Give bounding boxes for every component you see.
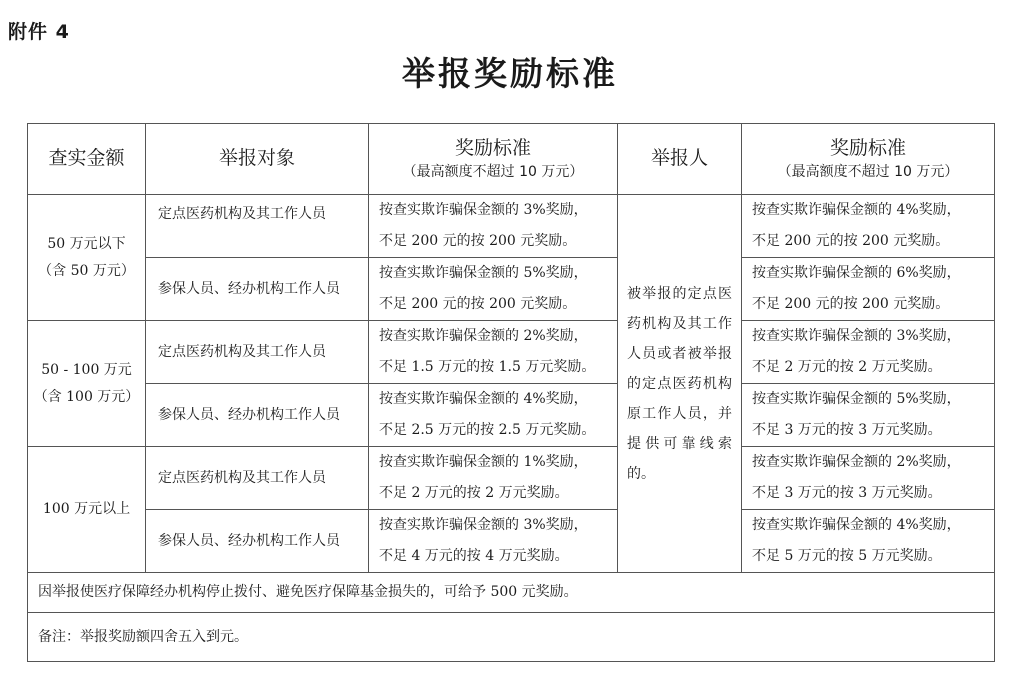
standard-cell: 按查实欺诈骗保金额的 5%奖励， 不足 200 元的按 200 元奖励。 bbox=[369, 258, 618, 321]
target-cell: 参保人员、经办机构工作人员 bbox=[146, 258, 369, 321]
target-cell: 定点医药机构及其工作人员 bbox=[146, 321, 369, 384]
amount-cell: 100 万元以上 bbox=[28, 447, 146, 573]
target-cell: 参保人员、经办机构工作人员 bbox=[146, 510, 369, 573]
table-row bbox=[28, 384, 995, 447]
footer-note: 因举报使医疗保障经办机构停止拨付、避免医疗保障基金损失的，可给予 500 元奖励。 bbox=[28, 573, 995, 613]
standard-cell: 按查实欺诈骗保金额的 4%奖励， 不足 2.5 万元的按 2.5 万元奖励。 bbox=[369, 384, 618, 447]
attachment-label: 附件 4 bbox=[8, 21, 70, 43]
target-cell: 定点医药机构及其工作人员 bbox=[146, 195, 369, 258]
header-standard-label: 奖励标准 bbox=[454, 137, 531, 159]
standard-2-cell: 按查实欺诈骗保金额的 4%奖励， 不足 5 万元的按 5 万元奖励。 bbox=[742, 510, 995, 573]
standard-2-cell: 按查实欺诈骗保金额的 6%奖励， 不足 200 元的按 200 元奖励。 bbox=[742, 258, 995, 321]
amount-cell: 50 万元以下 （含 50 万元） bbox=[28, 195, 146, 321]
standard-2-cell: 按查实欺诈骗保金额的 3%奖励， 不足 2 万元的按 2 万元奖励。 bbox=[742, 321, 995, 384]
header-standard-note: （最高额度不超过 10 万元） bbox=[402, 164, 584, 180]
page-title: 举报奖励标准 bbox=[402, 54, 618, 93]
target-cell: 定点医药机构及其工作人员 bbox=[146, 447, 369, 510]
footer-note-row bbox=[28, 573, 995, 613]
standard-cell: 按查实欺诈骗保金额的 3%奖励， 不足 4 万元的按 4 万元奖励。 bbox=[369, 510, 618, 573]
header-amount: 查实金额 bbox=[28, 124, 146, 195]
standard-cell: 按查实欺诈骗保金额的 1%奖励， 不足 2 万元的按 2 万元奖励。 bbox=[369, 447, 618, 510]
header-reporter: 举报人 bbox=[618, 124, 742, 195]
table-row bbox=[28, 321, 995, 384]
header-standard bbox=[369, 124, 618, 195]
remark-row bbox=[28, 613, 995, 662]
standard-cell: 按查实欺诈骗保金额的 3%奖励， 不足 200 元的按 200 元奖励。 bbox=[369, 195, 618, 258]
header-standard-2-label: 奖励标准 bbox=[829, 137, 906, 159]
header-target: 举报对象 bbox=[146, 124, 369, 195]
standard-2-cell: 按查实欺诈骗保金额的 4%奖励， 不足 200 元的按 200 元奖励。 bbox=[742, 195, 995, 258]
remark-note: 备注：举报奖励额四舍五入到元。 bbox=[28, 613, 995, 662]
table-row bbox=[28, 447, 995, 510]
table-row bbox=[28, 510, 995, 573]
target-cell: 参保人员、经办机构工作人员 bbox=[146, 384, 369, 447]
amount-cell: 50 - 100 万元 （含 100 万元） bbox=[28, 321, 146, 447]
standard-2-cell: 按查实欺诈骗保金额的 2%奖励， 不足 3 万元的按 3 万元奖励。 bbox=[742, 447, 995, 510]
reward-standard-table bbox=[27, 123, 995, 662]
standard-2-cell: 按查实欺诈骗保金额的 5%奖励， 不足 3 万元的按 3 万元奖励。 bbox=[742, 384, 995, 447]
standard-cell: 按查实欺诈骗保金额的 2%奖励， 不足 1.5 万元的按 1.5 万元奖励。 bbox=[369, 321, 618, 384]
table-header-row bbox=[28, 124, 995, 195]
header-standard-2-note: （最高额度不超过 10 万元） bbox=[777, 164, 959, 180]
header-standard-2 bbox=[742, 124, 995, 195]
table-row bbox=[28, 195, 995, 258]
table-row bbox=[28, 258, 995, 321]
reporter-cell: 被举报的定点医药机构及其工作人员或者被举报的定点医药机构原工作人员，并提供可靠线索的。 bbox=[618, 195, 742, 573]
